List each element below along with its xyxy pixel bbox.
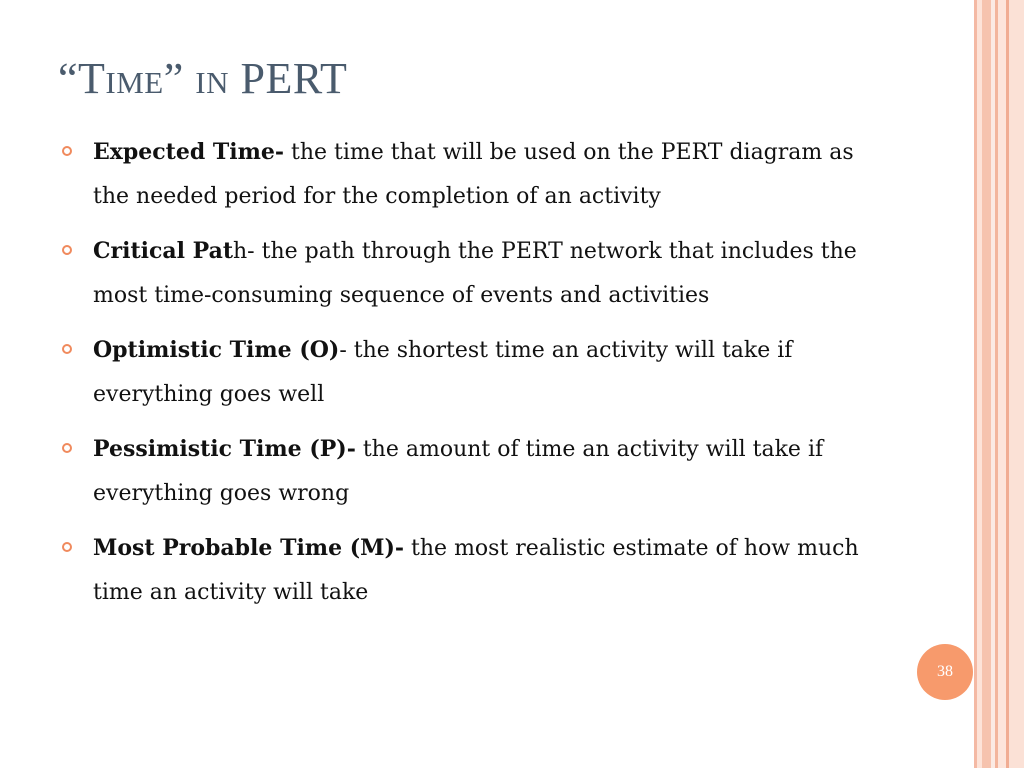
- bullet-text: the amount of time an activity will take if everything goes wrong: [93, 437, 824, 506]
- bullet-most-probable-time: [60, 526, 890, 615]
- bullet-expected-time: [60, 130, 890, 219]
- bullet-term: Pessimistic Time (P)-: [93, 436, 356, 462]
- bullet-pessimistic-time: [60, 427, 890, 516]
- bullet-term: Critical Pat: [93, 238, 234, 264]
- bullet-list: [60, 130, 890, 625]
- slide-title: “Time” in PERT: [58, 54, 348, 103]
- bullet-circle-icon: [62, 443, 72, 453]
- stripe: [998, 0, 1006, 768]
- bullet-term: Expected Time-: [93, 139, 284, 165]
- stripe: [982, 0, 991, 768]
- bullet-circle-icon: [62, 245, 72, 255]
- stripe: [1009, 0, 1024, 768]
- decorative-stripes: [974, 0, 1024, 768]
- bullet-term: Most Probable Time (M)-: [93, 535, 405, 561]
- bullet-text: h- the path through the PERT network that includes the most time-consuming sequence of events and activities: [93, 239, 857, 308]
- bullet-circle-icon: [62, 542, 72, 552]
- bullet-circle-icon: [62, 146, 72, 156]
- bullet-critical-path: [60, 229, 890, 318]
- bullet-circle-icon: [62, 344, 72, 354]
- bullet-text: - the shortest time an activity will take if everything goes well: [93, 338, 793, 407]
- bullet-text: the time that will be used on the PERT diagram as the needed period for the completion of an activity: [93, 140, 854, 209]
- bullet-term: Optimistic Time (O): [93, 337, 340, 363]
- bullet-text: the most realistic estimate of how much time an activity will take: [93, 536, 859, 605]
- page-number-badge: 38: [917, 644, 973, 700]
- bullet-optimistic-time: [60, 328, 890, 417]
